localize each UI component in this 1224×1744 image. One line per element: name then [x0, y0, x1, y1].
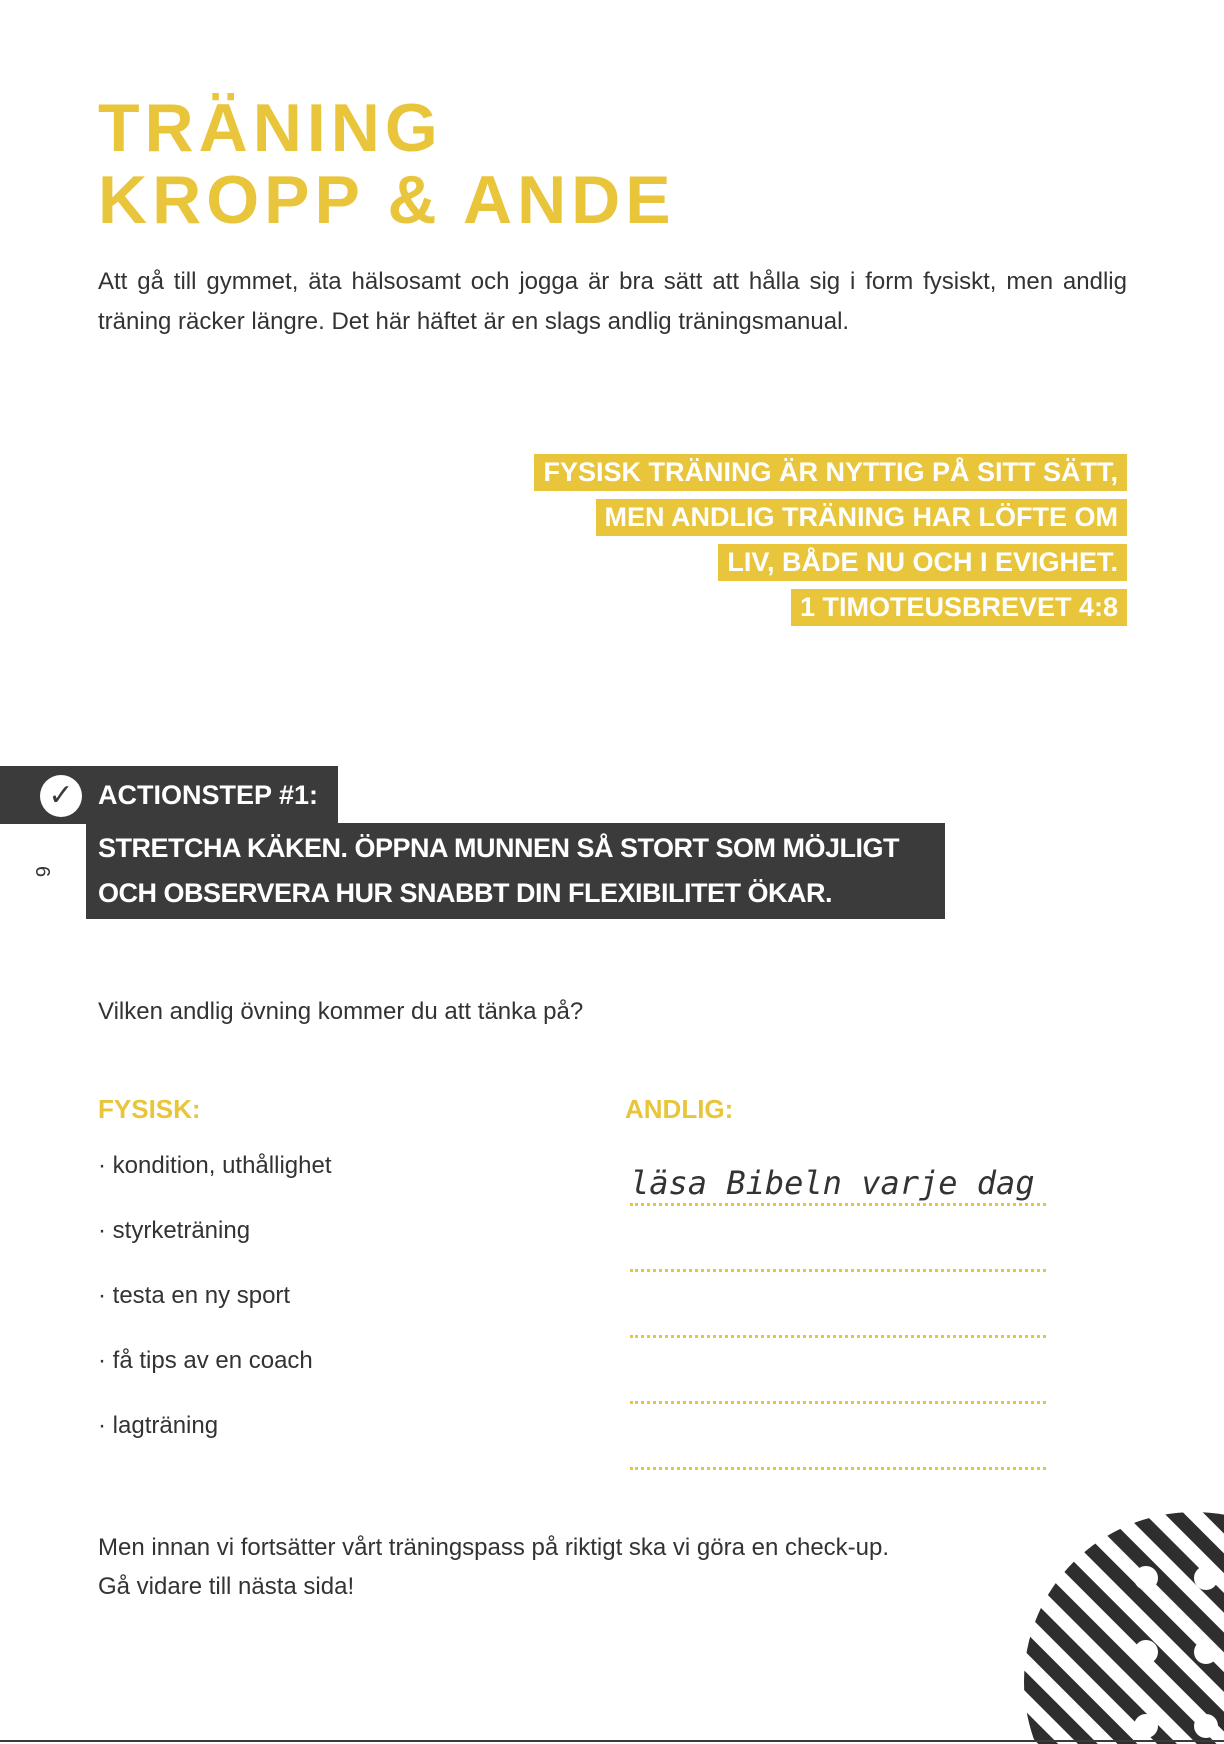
quote-line: MEN ANDLIG TRÄNING HAR LÖFTE OM: [596, 499, 1127, 536]
page-title: [98, 92, 676, 236]
spiritual-answers: [630, 1140, 1046, 1470]
title-line-1: TRÄNING: [98, 90, 443, 166]
answer-line[interactable]: [630, 1206, 1046, 1272]
intro-paragraph: Att gå till gymmet, äta hälsosamt och jogga är bra sätt att hålla sig i form fysiskt, men andlig träning räcker längre. Det här häftet är en slags andlig träningsmanual.: [98, 268, 1127, 335]
bottom-rule: [0, 1740, 1224, 1742]
bible-quote: [534, 454, 1127, 634]
actionstep-label: ACTIONSTEP #1:: [98, 780, 319, 810]
physical-item: · styrketräning: [98, 1217, 251, 1244]
quote-line: FYSISK TRÄNING ÄR NYTTIG PÅ SITT SÄTT,: [534, 454, 1127, 491]
outro-paragraph: [98, 1528, 889, 1606]
question-text: Vilken andlig övning kommer du att tänka på?: [98, 998, 584, 1025]
quote-line: LIV, BÅDE NU OCH I EVIGHET.: [718, 544, 1127, 581]
title-line-2: KROPP & ANDE: [98, 162, 676, 238]
spiritual-heading: ANDLIG:: [625, 1094, 734, 1124]
outro-line-1: Men innan vi fortsätter vårt träningspass på riktigt ska vi göra en check-up.: [98, 1534, 890, 1561]
actionstep-line-1: STRETCHA KÄKEN. ÖPPNA MUNNEN SÅ STORT SOM MÖJLIGT: [98, 833, 900, 863]
actionstep-body: [86, 823, 945, 919]
answer-line[interactable]: [630, 1338, 1046, 1404]
answer-line[interactable]: [630, 1140, 1046, 1206]
check-circle-icon: ✓: [40, 775, 82, 817]
physical-item: · lagträning: [98, 1412, 219, 1439]
physical-item: · få tips av en coach: [98, 1347, 313, 1374]
handwritten-answer: läsa Bibeln varje dag: [630, 1164, 1035, 1202]
quote-reference: 1 TIMOTEUSBREVET 4:8: [791, 589, 1127, 626]
dotted-line: [630, 1467, 1046, 1470]
outro-line-2: Gå vidare till nästa sida!: [98, 1573, 355, 1600]
answer-line[interactable]: [630, 1272, 1046, 1338]
physical-list: [98, 1152, 331, 1477]
answer-line[interactable]: [630, 1404, 1046, 1470]
actionstep-line-2: OCH OBSERVERA HUR SNABBT DIN FLEXIBILITET ÖKAR.: [98, 878, 833, 908]
page-number: 6: [31, 865, 54, 878]
striped-circle-decoration: [1024, 1492, 1224, 1744]
physical-item: · testa en ny sport: [98, 1282, 291, 1309]
physical-heading: FYSISK:: [98, 1094, 201, 1124]
actionstep-header: [0, 766, 338, 824]
physical-item: · kondition, uthållighet: [98, 1152, 332, 1179]
